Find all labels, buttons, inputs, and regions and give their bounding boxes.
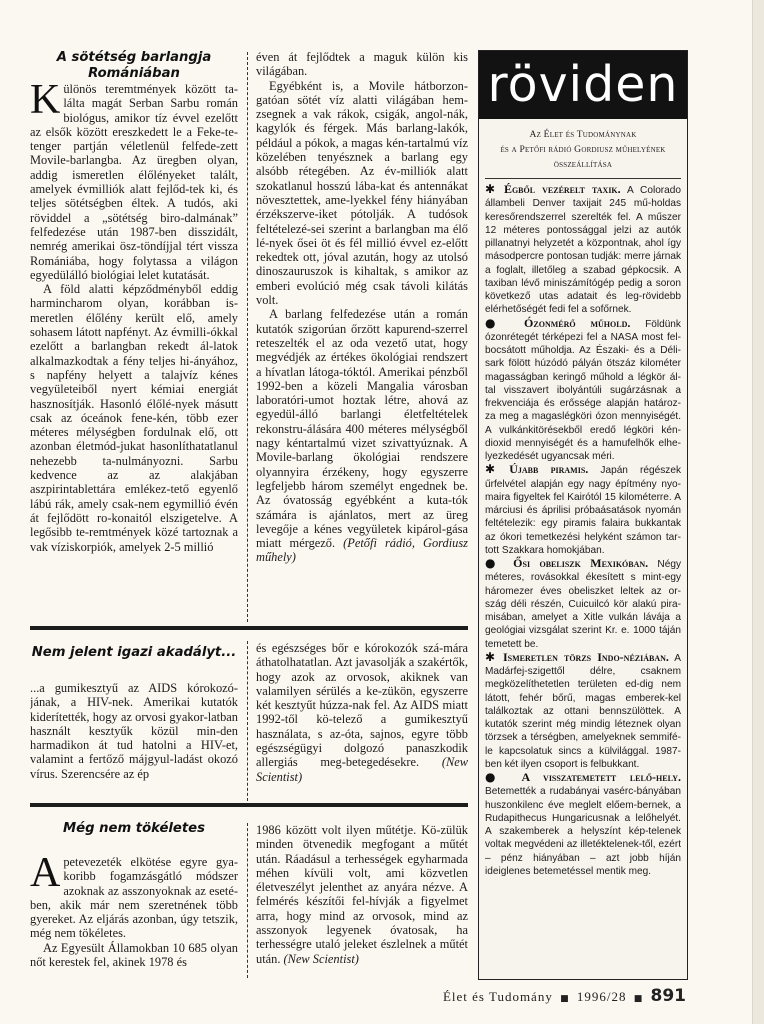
- news-item: [485, 771, 681, 878]
- article-sterilization-col1: [30, 855, 238, 980]
- news-item-text: Japán régészek űrfelvétel alapján egy nagy építmény nyo-maira figyeltek fel Kairótól 15 kilométerre. A márciusi és áprilisi próbaásatások nyomán feltételezik: egy piramis falaira bukkantak az ókori temetkezési helyként számon tar-tott Szakkara homokjában.: [485, 465, 681, 556]
- bullet-icon: ●: [485, 556, 502, 570]
- page-footer: [443, 986, 686, 1006]
- article-title-sterilization: Még nem tökéletes: [63, 821, 205, 836]
- article-cave-col1: [30, 82, 238, 620]
- article-cave-col2: [256, 50, 468, 622]
- paragraph: éven át fejlődtek a maguk külön kis világában.: [256, 50, 468, 79]
- page-edge: [752, 0, 764, 1024]
- sidebar-divider: [485, 178, 681, 179]
- bullet-icon: ●: [485, 770, 507, 784]
- news-item-text: A Madárfej-szigettől délre, csaknem megközelíthetetlen területen ed-dig nem látott, fehér bőrű, magas emberek-kel találkoztak az ottani bennszülöttek. A kutatók szerint még mindig léteznek olyan törzsek a térségben, amelyeknek semmifé-le kapcsolatuk sincs a külvilággal. 1987-ben két ilyen csoport is felbukkant.: [485, 652, 681, 770]
- news-item: [485, 557, 681, 651]
- paragraph-text: és egészséges bőr e kórokozók szá-mára áthatolhatatlan. Azt javasolják a szakértők, hogy azok az orvosok, akiknek van valamilyen sérülés a ke-zükön, egyszerre két kesztyűt húzza-nak fel. Az AIDS miatt 1992-től kö-telező a gumikesztyű használata, s az-óta, sajnos, egyre több egészségügyi dolgozó panaszkodik allergiás meg-betegedésekre.: [256, 641, 468, 770]
- paragraph: Az Egyesült Államokban 10 685 olyan nőt kerestek fel, akinek 1978 és: [30, 940, 238, 970]
- news-item: [485, 651, 681, 771]
- bullet-icon: ●: [485, 315, 508, 330]
- paragraph: [256, 307, 468, 564]
- section-rule: [30, 626, 468, 630]
- sidebar-subtitle: [485, 127, 681, 172]
- paragraph: Egyébként is, a Movile hátborzon-gatóan sötét víz alatti világában hem-zsegnek a vak rákok, csigák, angol-nák, kagylók és férgek. Más barlang-lakók, például a pókok, a magas kén-tartalmú víz közelében tenyésznek a barlang egy alsóbb rétegében. Az év-milliók alatt szokatlanul hosszú lába-kat és antennákat növesztettek, ame-lyekkel fény hiányában érzékszerve-iket pótolják. A tudósok feltételezé-sei szerint a barlangban ma élő lé-nyek ősei öt és fél millió évvel ez-előtt rekedtek ott, jóval azután, hogy az utolsó dinoszauruszok is kihaltak, s amikor az emberi evolúció még csak távoli kilátás volt.: [256, 78, 468, 308]
- news-item-title: Ősi obeliszk Mexikóban.: [513, 556, 649, 570]
- square-separator-icon: ■: [633, 994, 644, 1004]
- news-item-text: A Colorado állambeli Denver taxijait 245 mű-holdas keresőrendszerrel szerelték fel. A műszer 12 méteres pontossággal jelzi az autók pillanatnyi helyzetét a központnak, ahol így másodpercre pontosan tudják: merre járnak a foglalt, illetőleg a szabad gépkocsik. A taxiban lévő miniszámítógép pedig a soron következő utas adatait és leg-rövidebb elérhetőségét fedi fel a sofőrnek.: [485, 185, 682, 316]
- news-item-text: Négy méteres, rovásokkal ékesített s mint-egy háromezer éves obeliszket leltek az or-szág déli részén, Cuicuilcó kör alakú pira-misában, amelyet a Xitle vulkán lávája a geológiai vizsgálat szerint Kr. e. 1000 táján temetett be.: [485, 559, 681, 650]
- news-item-title: A visszatemetett lelő-hely.: [521, 770, 681, 784]
- issue-number: 1996/28: [576, 989, 627, 1004]
- source-credit: (New Scientist): [256, 755, 468, 784]
- source-credit: (Petőfi rádió, Gordiusz műhely): [256, 536, 468, 565]
- news-item-title: Ismeretlen törzs Indo-néziában.: [502, 649, 669, 664]
- column-divider: [247, 641, 248, 801]
- paragraph: A föld alatti képződményből eddig harmincharom olyan, korábban is-meretlen élőlény került elő, amely sohasem látott napfényt. Az évmilli-ókkal ezelőtt a barlangban rekedt ál-latok alkalmazkodtak a fény teljes hi-ányához, s napfény helyett a talajvíz kénes vegyületeiből nyert kémiai energiát hasznosítják. Hasonló élőlé-nyek másutt csak az óceánok fene-kén, több ezer méteres mélységben fordulnak elő, ott azonban életmód-jukat hasonlíthatatlanul nehezebb ta-nulmányozni. Sarbu kedvence az az alakjában aszpirintablettára emlékez-tető egyenlő lábú rák, amely csak-nem egymillió évén át fejlődött ro-konaitól elszigetelve. A legősibb te-remtmények közé tartoznak a vak víziskorpiók, amelyek 2-5 millió: [30, 282, 238, 554]
- paragraph: [256, 823, 468, 966]
- asterisk-icon: ✱: [485, 649, 496, 664]
- article-gloves-col1: [30, 681, 238, 797]
- asterisk-icon: ✱: [485, 182, 496, 196]
- paragraph-text: A barlang felfedezése után a román kutatók szigorúan őrzött kapurend-szerrel reteszelték el az oda vezető utat, hogy megvédjék az értékes ökológiai rendszert a hívatlan látoga-tóktól. Amerikai pénzből 1992-ben a közeli Mangalia városban laboratóri-umot hoztak létre, ahová az egyedül-álló barlangi életfeltételek rekonstru-álására 400 méteres mélységből nagy kéntartalmú vizet szivattyúznak. A Movile-barlang ökológiai rendszere olyannyira érzékeny, hogy egyszerre legfeljebb három személyt engednek be. Az óvatosság egyébként a kuta-tók számára is ajánlatos, mert az üreg levegője a kénes vegyületek kipárol-gása miatt mérgező.: [256, 307, 468, 551]
- dropcap: K: [30, 82, 61, 123]
- section-rule: [30, 803, 468, 807]
- article-gloves-col2: [256, 641, 468, 803]
- paragraph: [256, 641, 468, 784]
- news-item-title: Újabb piramis.: [509, 462, 589, 477]
- paragraph: ...a gumikesztyű az AIDS kórokozó-jának, a HIV-nek. Amerikai kutatók kiderítették, hogy az orvosi gyakor-latban használt kesztyűk közül min-den harmadikon át tud hatolni a HIV-et, valamint a fertőző májgyul-ladást okozó vírus. Szerencsére az ép: [30, 681, 238, 781]
- article-sterilization-col2: [256, 823, 468, 981]
- article-title-cave: A sötétség barlangja Romániában: [56, 50, 212, 81]
- dropcap: A: [30, 855, 61, 896]
- source-credit: (New Scientist): [283, 951, 359, 966]
- asterisk-icon: ✱: [485, 462, 496, 477]
- subtitle-line: Az Élet és Tudománynak: [529, 129, 637, 140]
- magazine-name: Élet és Tudomány: [442, 989, 553, 1004]
- square-separator-icon: ■: [560, 994, 570, 1004]
- news-item-text: Földünk ózonrétegét térképezi fel a NASA most fel-bocsátott műholdja. Az Északi- és a Déli-sark fölött húzódó pályán ötszáz kilométer magasságban keringő műhold a légkör ál-tal visszavert ibolyántúli sugárzásnak a frekvenciája és erőssége alapján határoz-za meg a magaslégköri ózon mennyiségét. A vulkánkitörésekből eredő légköri kén-dioxid mennyiségét és a hamufelhők elhe-lyezkedését ugyancsak méri.: [485, 318, 681, 462]
- paragraph: petevezeték elkötése egyre gya-koribb fogamzásgátló módszer azoknak az asszonyoknak az eseté-ben, akik már nem szeretnének több gyereket. Az eljárás azonban, úgy tetszik, még nem tökéletes.: [30, 855, 238, 941]
- column-divider: [247, 823, 248, 978]
- paragraph: ülönös teremtmények között ta-lálta magát Serban Sarbu román biológus, amikor tíz évvel ezelőtt az elsők között ereszkedett le a Feke-te-tenger partján véletlenül felfede-zett Movile-barlangba. Az üregben olyan, addig ismeretlen élőlényeket talált, amelyek évmilliók alatt fejlőd-tek ki, és teljes sötétségben éltek. A tudós, aki röviddel a „sötétség biro-dalmának” felfedezése után 1987-ben disszidált, nemrég amerikai ösz-töndíjjal tért vissza Romániába, hogy folytassa a világon egyedülálló biológiai lelet kutatását.: [30, 82, 238, 282]
- news-items: [485, 183, 681, 878]
- news-item-text: Betemették a rudabányai vasérc-bányában huszonkilenc éve meglelt előem-bernek, a Rudapithecus Hungaricusnak a lelőhelyét. A szakemberek a helyszínt kép-telenek voltak megvédeni az illetéktelenek-től, ezért – pénz hiányában – azt jobb híján ideiglenes betemetéssel mentik meg.: [485, 786, 681, 877]
- news-item-title: Égből vezérelt taxik.: [503, 182, 621, 196]
- subtitle-line: és a Petőfi rádió Gordiusz műhelyének: [500, 144, 666, 155]
- news-item: [485, 317, 681, 464]
- page-number: 891: [650, 986, 686, 1006]
- column-divider: [247, 52, 248, 622]
- article-title-gloves: Nem jelent igazi akadályt...: [31, 645, 237, 660]
- news-item-title: Ózonmérő műhold.: [524, 315, 631, 330]
- sidebar-title: röviden: [479, 51, 687, 119]
- news-item: [485, 183, 681, 317]
- news-item: [485, 463, 681, 557]
- subtitle-line: összeállítása: [553, 159, 613, 170]
- paragraph-text: 1986 között volt ilyen műtétje. Kö-zülük minden ötvenedik megfogant a műtét után. Ráadásul a terhességek egyharmada méhen kívüli volt, ami közvetlen életveszélyt jelenthet az anyára nézve. A felmérés készítői fel-hívják a figyelmet arra, hogy mind az orvosok, mind az asszonyok legyenek óvatosak, ha terhességre utaló jeleket észlelnek a műtét után.: [256, 823, 468, 966]
